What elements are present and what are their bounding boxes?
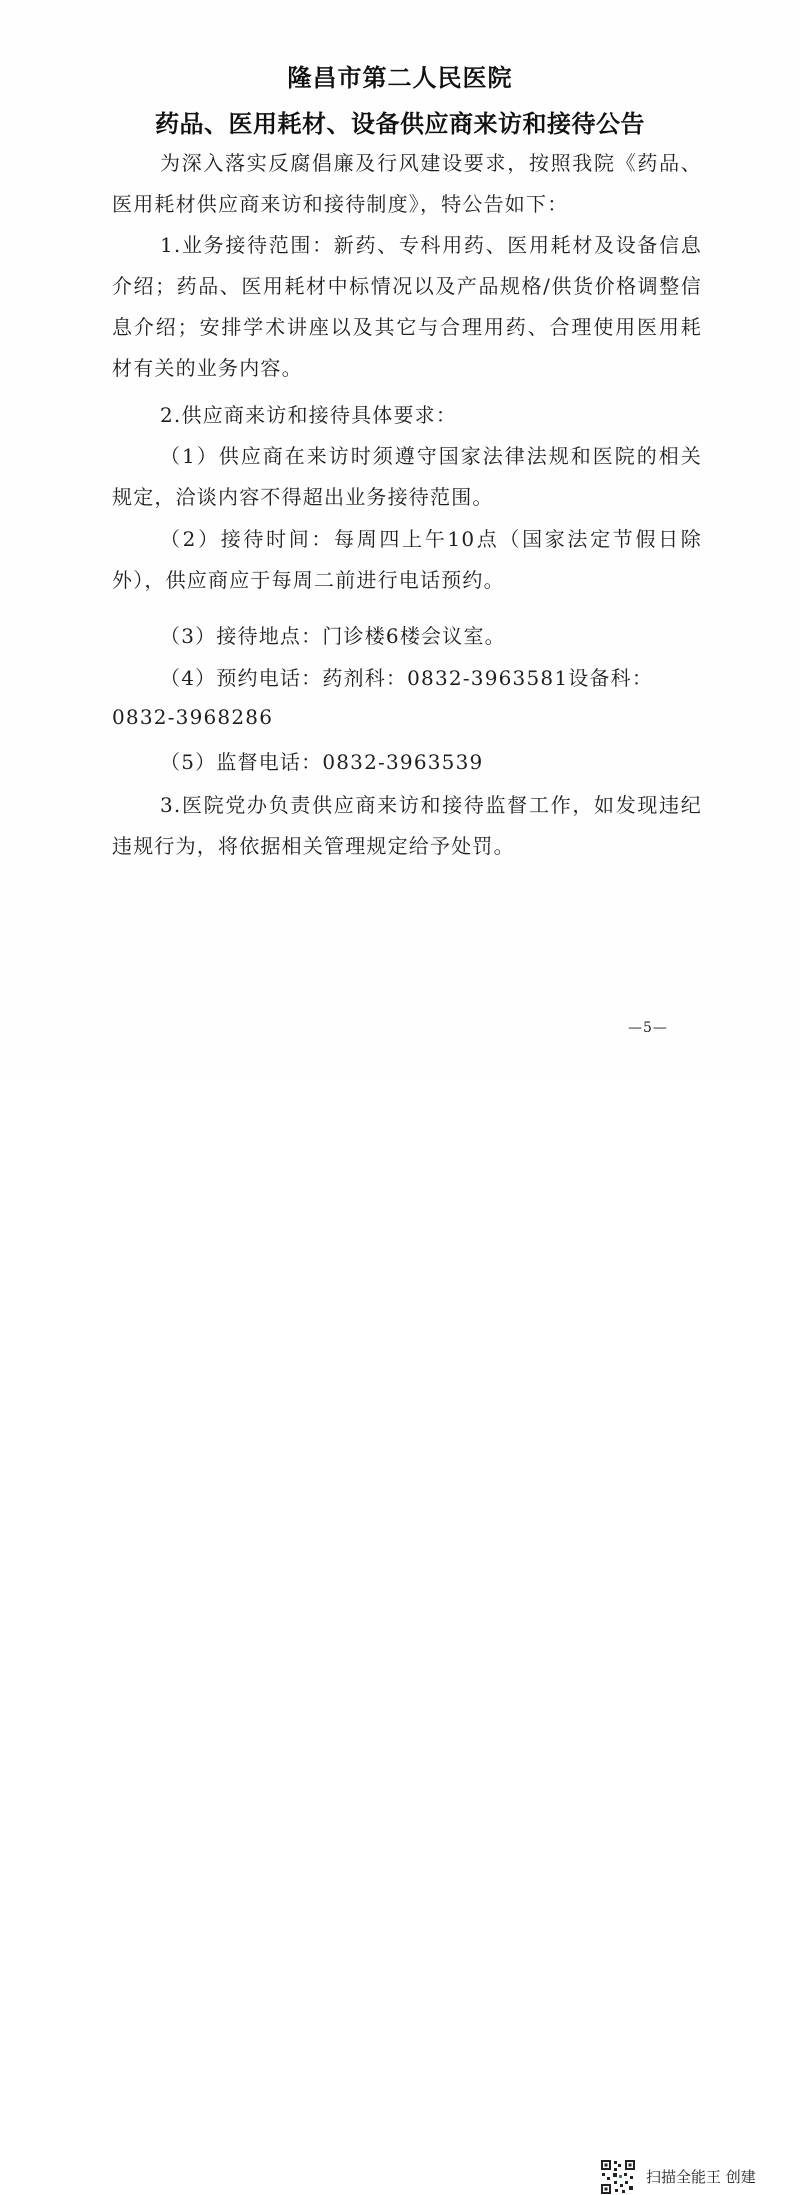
intro-paragraph: 为深入落实反腐倡廉及行风建设要求，按照我院《药品、医用耗材供应商来访和接待制度》，特公告如下： [112, 151, 702, 216]
item-3-paragraph: 3.医院党办负责供应商来访和接待监督工作，如发现违纪违规行为，将依据相关管理规定给予处罚。 [112, 793, 702, 858]
item-2-sub-5: （5）监督电话：0832-3963539 [160, 750, 484, 774]
scanner-footer [0, 1076, 800, 2186]
item-2-sub-4-line-1: （4）预约电话：药剂科：0832-3963581设备科： [160, 666, 654, 690]
qr-code-icon [600, 2159, 636, 2195]
item-2-sub-3: （3）接待地点：门诊楼6楼会议室。 [160, 624, 506, 648]
item-2-sub-2: （2）接待时间：每周四上午10点（国家法定节假日除外），供应商应于每周二前进行电话预约。 [112, 527, 702, 592]
document-page [0, 0, 800, 1076]
item-2-sub-1: （1）供应商在来访时须遵守国家法律法规和医院的相关规定，洽谈内容不得超出业务接待范围。 [112, 444, 702, 509]
document-title: 隆昌市第二人民医院 [287, 63, 513, 92]
page-number: —5— [628, 1020, 668, 1036]
item-1-paragraph: 1.业务接待范围：新药、专科用药、医用耗材及设备信息介绍；药品、医用耗材中标情况以及产品规格/供货价格调整信息介绍；安排学术讲座以及其它与合理用药、合理使用医用耗材有关的业务内容。 [112, 233, 702, 380]
item-2-heading: 2.供应商来访和接待具体要求： [160, 403, 458, 427]
item-2-sub-4-line-2: 0832-3968286 [112, 705, 274, 729]
document-subtitle: 药品、医用耗材、设备供应商来访和接待公告 [155, 109, 645, 138]
scanner-watermark-label: 扫描全能王 创建 [646, 2168, 756, 2186]
